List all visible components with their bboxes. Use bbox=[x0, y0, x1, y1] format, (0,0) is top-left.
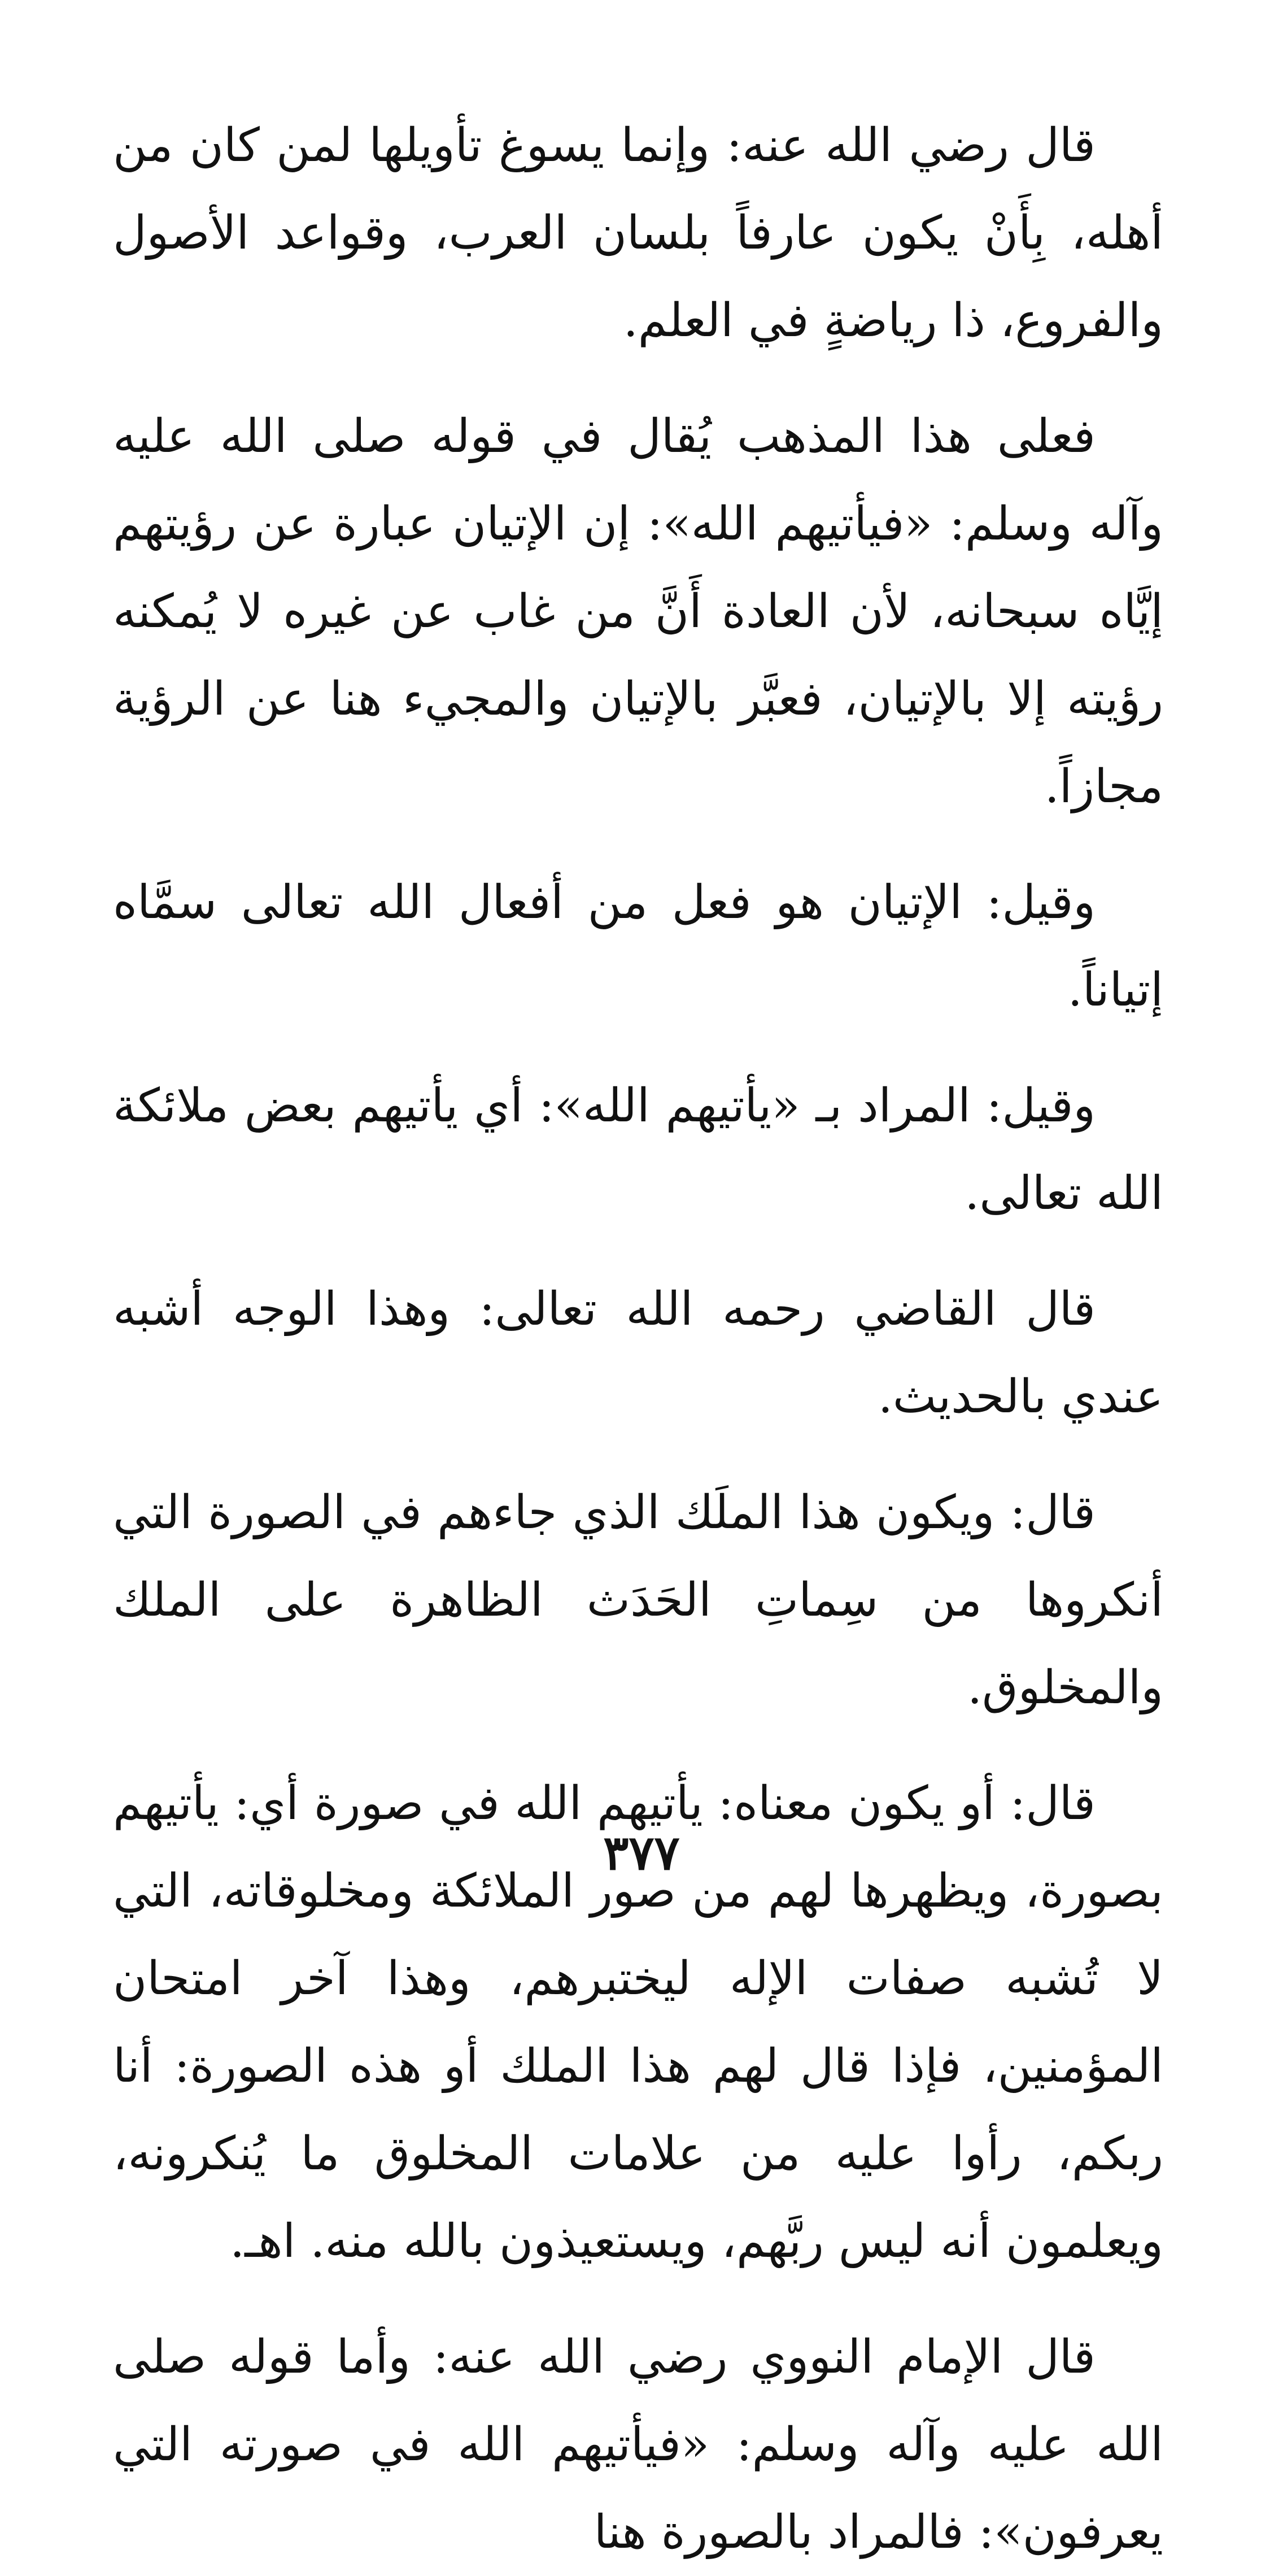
paragraph-8: قال الإمام النووي رضي الله عنه: وأما قوله صلى الله عليه وآله وسلم: «فيأتيهم الله في صورته التي يعرفون»: فالمراد بالصورة هنا bbox=[113, 2330, 1163, 2559]
paragraph-5: قال القاضي رحمه الله تعالى: وهذا الوجه أشبه عندي بالحديث. bbox=[113, 1282, 1163, 1424]
paragraph-3: وقيل: الإتيان هو فعل من أفعال الله تعالى سمَّاه إتياناً. bbox=[113, 876, 1163, 1017]
paragraph-7: قال: أو يكون معناه: يأتيهم الله في صورة أي: يأتيهم بصورة، ويظهرها لهم من صور الملائكة ومخلوقاته، التي لا تُشبه صفات الإله ليختبرهم، وهذا آخر امتحان المؤمنين، فإذا قال لهم هذا الملك أو هذه الصورة: أنا ربكم، رأوا عليه من علامات المخلوق ما يُنكرونه، ويعلمون أنه ليس ربَّهم، ويستعيذون بالله منه. اهـ. bbox=[113, 1777, 1163, 2268]
page-number: ٣٧٧ bbox=[603, 1825, 680, 1881]
paragraph-2: فعلى هذا المذهب يُقال في قوله صلى الله عليه وآله وسلم: «فيأتيهم الله»: إن الإتيان عبارة عن رؤيتهم إيَّاه سبحانه، لأن العادة أَنَّ من غاب عن غيره لا يُمكنه رؤيته إلا بالإتيان، فعبَّر بالإتيان والمجيء هنا عن الرؤية مجازاً. bbox=[113, 410, 1163, 813]
paragraph-1: قال رضي الله عنه: وإنما يسوغ تأويلها لمن كان من أهله، بِأَنْ يكون عارفاً بلسان العرب، وقواعد الأصول والفروع، ذا رياضةٍ في العلم. bbox=[113, 119, 1163, 347]
paragraph-6: قال: ويكون هذا الملَك الذي جاءهم في الصورة التي أنكروها من سِماتِ الحَدَث الظاهرة على الملك والمخلوق. bbox=[113, 1486, 1163, 1715]
page-body bbox=[113, 102, 1163, 2559]
paragraph-4: وقيل: المراد بـ «يأتيهم الله»: أي يأتيهم بعض ملائكة الله تعالى. bbox=[113, 1079, 1163, 1220]
